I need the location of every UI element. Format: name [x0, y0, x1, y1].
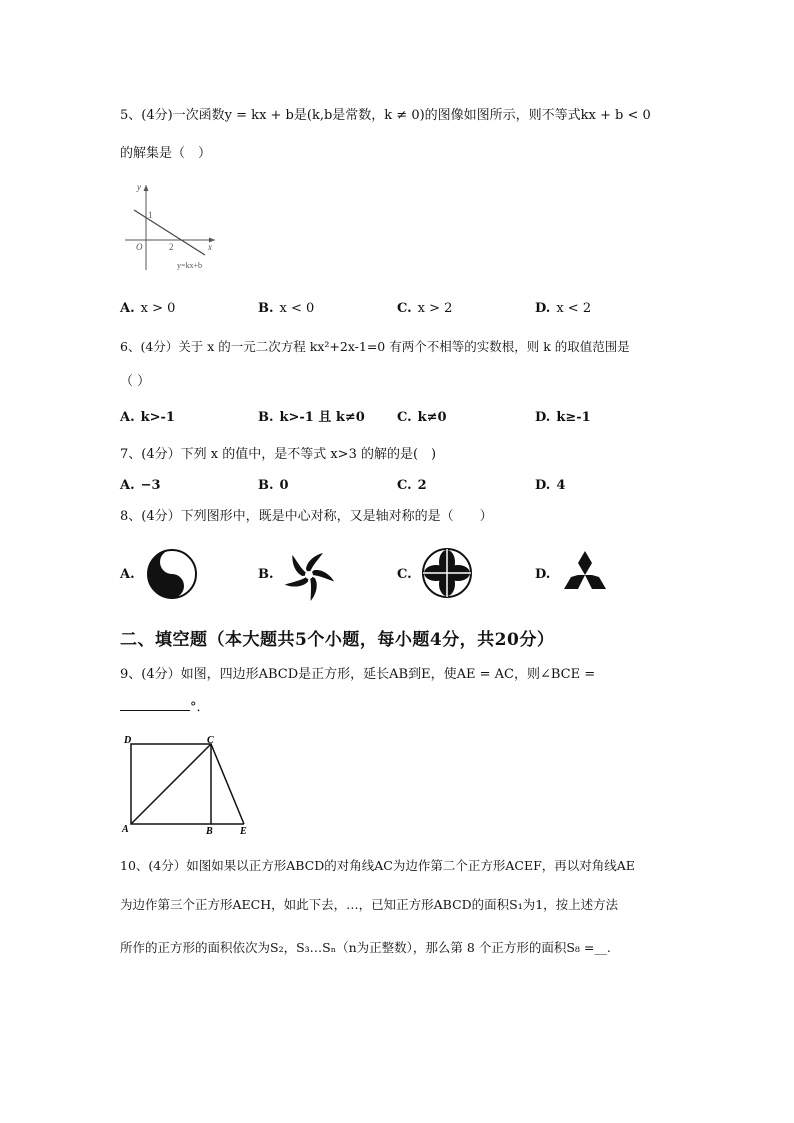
q6-option-a[interactable]: A. k>-1 — [120, 410, 175, 425]
q10-stem-line2: 为边作第三个正方形AECH，如此下去，…，已知正方形ABCD的面积S₁为1，按上述方法 — [120, 897, 619, 912]
q5-stem-line2: 的解集是（ ） — [120, 146, 212, 161]
q6-option-d[interactable]: D. k≥-1 — [535, 410, 591, 425]
pinwheel-icon[interactable] — [283, 549, 335, 601]
q7-option-a[interactable]: A. −3 — [120, 478, 161, 493]
q7-stem-line1: 7、(4分）下列 x 的值中，是不等式 x>3 的解的是( ) — [120, 447, 437, 462]
q9-label-e: E — [240, 826, 247, 837]
q5-option-d[interactable]: D. x < 2 — [535, 301, 592, 316]
q5-graph-x-label: x — [208, 242, 212, 252]
yin-yang-icon[interactable] — [146, 548, 198, 600]
q9-stem-line1: 9、(4分）如图，四边形ABCD是正方形，延长AB到E，使AE = AC，则∠BCE = — [120, 667, 596, 682]
q5-option-c[interactable]: C. x > 2 — [397, 301, 453, 316]
q6-option-b[interactable]: B. k>-1 且 k≠0 — [258, 410, 365, 425]
four-petal-circle-icon[interactable] — [421, 547, 473, 599]
q9-label-d: D — [124, 735, 132, 746]
q9-label-c: C — [207, 735, 214, 746]
q5-graph-y-intercept: 1 — [148, 210, 153, 220]
q5-graph-origin: O — [136, 242, 143, 252]
q8-option-d-label[interactable]: D. — [535, 567, 551, 582]
q10-stem-line3: 所作的正方形的面积依次为S₂，S₃…Sₙ（n为正整数），那么第 8 个正方形的面积S₈ =__. — [120, 940, 611, 955]
q7-option-c[interactable]: C. 2 — [397, 478, 427, 493]
q7-option-d[interactable]: D. 4 — [535, 478, 566, 493]
q9-label-a: A — [122, 824, 129, 835]
q8-option-a-label[interactable]: A. — [120, 567, 135, 582]
q9-answer-blank[interactable] — [120, 698, 190, 711]
three-diamonds-icon[interactable] — [560, 549, 610, 595]
q9-stem-line2: °． — [120, 698, 210, 717]
q8-option-c-label[interactable]: C. — [397, 567, 412, 582]
section-heading: 二、填空题（本大题共5个小题，每小题4分，共20分） — [120, 630, 555, 650]
q5-graph-caption: y=kx+b — [177, 261, 203, 270]
q9-label-b: B — [206, 826, 213, 837]
q5-option-a[interactable]: A. x > 0 — [120, 301, 176, 316]
q8-stem-line1: 8、(4分）下列图形中，既是中心对称，又是轴对称的是（ ） — [120, 509, 493, 524]
q6-stem-line2: （ ） — [120, 374, 151, 389]
q7-option-b[interactable]: B. 0 — [258, 478, 289, 493]
q5-linear-graph — [120, 180, 220, 275]
q5-stem-line1: 5、(4分)一次函数y = kx + b是(k,b是常数，k ≠ 0)的图像如图所示，则不等式kx + b < 0 — [120, 108, 651, 123]
q5-graph-y-label: y — [137, 182, 141, 192]
q5-graph-x-intercept: 2 — [169, 242, 174, 252]
q10-stem-line1: 10、(4分）如图如果以正方形ABCD的对角线AC为边作第二个正方形ACEF，再以对角线AE — [120, 858, 635, 873]
q6-stem-line1: 6、(4分）关于 x 的一元二次方程 kx²+2x-1=0 有两个不相等的实数根，则 k 的取值范围是 — [120, 339, 630, 354]
q9-square-figure — [118, 732, 258, 840]
q6-option-c[interactable]: C. k≠0 — [397, 410, 447, 425]
q8-option-b-label[interactable]: B. — [258, 567, 274, 582]
q5-option-b[interactable]: B. x < 0 — [258, 301, 315, 316]
